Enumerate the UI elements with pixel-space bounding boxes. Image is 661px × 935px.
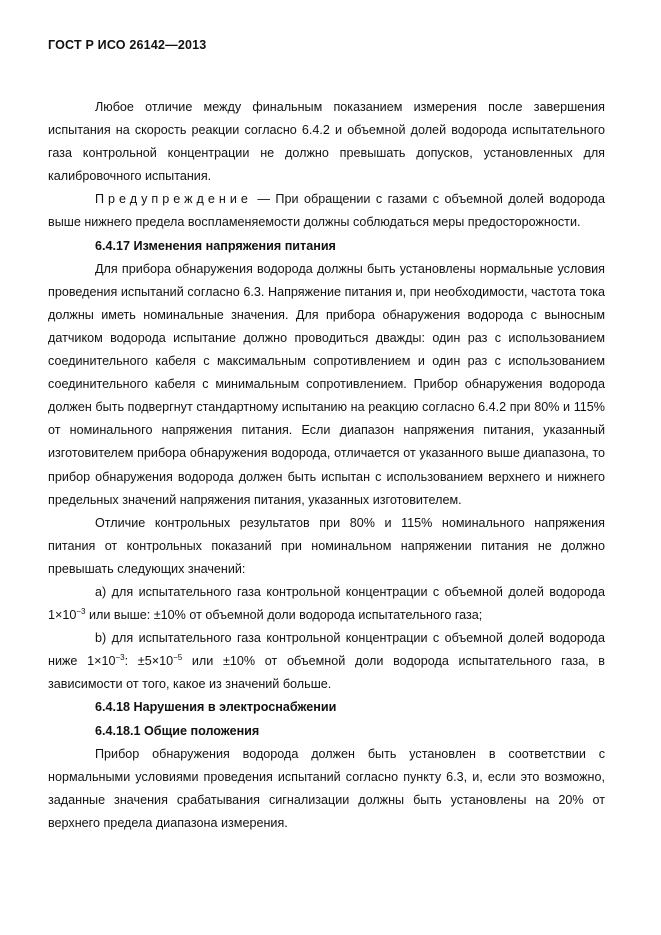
list-item-a: [48, 581, 605, 627]
section-heading-6-4-18-1: 6.4.18.1 Общие положения: [95, 723, 260, 738]
paragraph-control-results: Отличие контрольных результатов при 80% и 115% номинального напряжения питания от контрольных показаний при номинальном напряжении питания не должно превышать следующих значений:: [48, 515, 605, 576]
list-item-b-text: b) для испытательного газа контрольной концентрации с объемной долей водорода ниже 1×10: [48, 631, 605, 669]
section-heading-6-4-18: 6.4.18 Нарушения в электроснабжении: [95, 700, 337, 715]
paragraph-response-deviation: Любое отличие между финальным показанием измерения после завершения испытания на скорость реакции согласно 6.4.2 и объемной долей водорода испытательного газа контрольной концентрации не должно превышать допусков, установленных для калибровочного испытания.: [48, 100, 605, 184]
warning-dash: —: [251, 192, 270, 207]
warning-note: [48, 188, 605, 234]
list-item-b-exponent-1: −3: [115, 653, 125, 663]
paragraph-supply-voltage-test: Для прибора обнаружения водорода должны быть установлены нормальные условия проведения испытаний согласно 6.3. Напряжение питания и, при необходимости, частота тока должны иметь номинальные значения. Для прибора обнаружения водорода с выносным датчиком водорода испытание должно проводиться дважды: один раз с использованием соединительного кабеля с максимальным сопротивлением и один раз с использованием соединительного кабеля с минимальным сопротивлением. Прибор обнаружения водорода должен быть подвергнут стандартному испытанию на реакцию согласно 6.4.2 при 80% и 115% от номинального напряжения питания. Если диапазон напряжения питания, указанный изготовителем прибора обнаружения водорода, отличается от указанного выше диапазона, то прибор обнаружения водорода должен быть испытан с использованием верхнего и нижнего предельных значений напряжения питания, указанных изготовителем.: [48, 261, 605, 507]
warning-label: Предупреждение: [95, 192, 252, 207]
document-body: [48, 96, 605, 835]
section-heading-6-4-17: 6.4.17 Изменения напряжения питания: [95, 238, 336, 253]
list-item-b-exponent-2: −5: [173, 653, 183, 663]
page-header: ГОСТ Р ИСО 26142—2013: [48, 38, 207, 52]
list-item-a-text: а) для испытательного газа контрольной концентрации с объемной долей водорода 1×10: [48, 584, 605, 623]
list-item-b: [48, 627, 605, 696]
paragraph-general-provisions: Прибор обнаружения водорода должен быть установлен в соответствии с нормальными условиями проведения испытаний согласно пункту 6.3, и, если это возможно, заданные значения срабатывания сигнализации должны быть установлены на 20% от верхнего предела диапазона измерения.: [48, 746, 605, 830]
list-item-a-exponent: −3: [76, 607, 86, 617]
list-item-a-tail: или выше: ±10% от объемной доли водорода испытательного газа;: [85, 608, 483, 623]
list-item-b-mid: : ±5×10: [124, 654, 174, 669]
warning-text: При обращении с газами с объемной долей водорода выше нижнего предела воспламеняемости должны соблюдаться меры предосторожности.: [48, 192, 605, 230]
list-item-b-tail: или ±10% от объемной доли водорода испытательного газа, в зависимости от того, какое из значений больше.: [48, 654, 606, 692]
